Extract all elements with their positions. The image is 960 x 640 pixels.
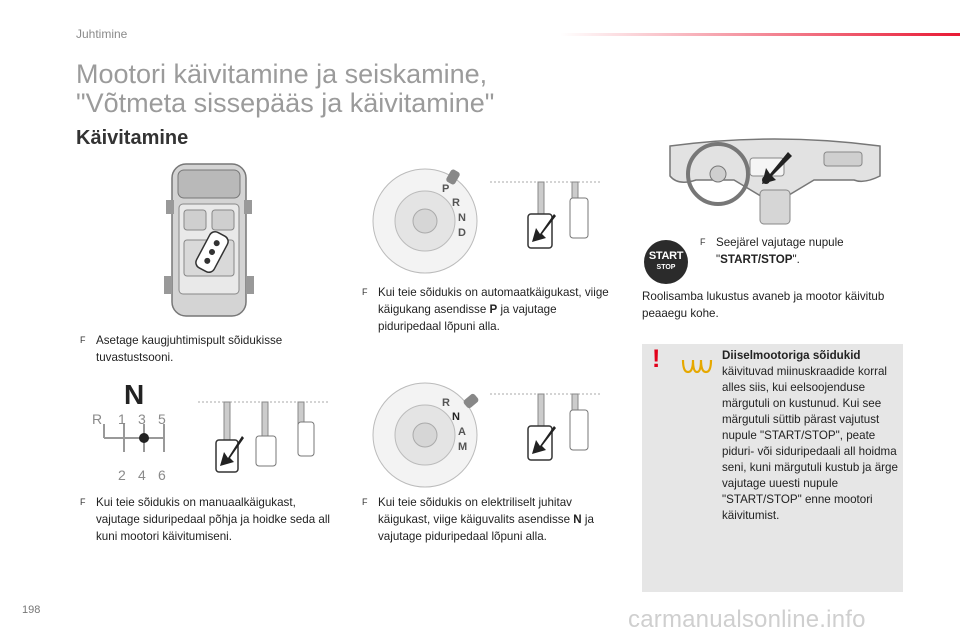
gear-selected-label: N: [124, 379, 145, 410]
bullet-marker: F: [362, 287, 368, 297]
manual-pedals-illustration: [198, 396, 330, 480]
start-label: START: [648, 250, 684, 262]
header-rule: [560, 33, 960, 36]
electric-gear-dial: [370, 380, 480, 490]
page-title-line2: "Võtmeta sissepääs ja käivitamine": [76, 88, 495, 118]
step-automatic-gear: P: [489, 303, 498, 316]
electric-gear-N-label: N: [452, 411, 460, 423]
automatic-pedals-illustration: [490, 178, 602, 258]
dashboard-illustration: [664, 136, 886, 228]
watermark: carmanualsonline.info: [628, 606, 866, 633]
auto-gear-N-label: N: [458, 212, 466, 224]
step-press-start-pre: Seejärel vajutage nupule ": [716, 236, 844, 266]
step-key-inside-text: Asetage kaugjuhtimispult sõidukisse tuvastustsooni.: [96, 334, 283, 364]
warning-exclamation-icon: !: [652, 345, 661, 373]
step-automatic-text-pre: Kui teie sõidukis on automaatkäigukast, viige käigukang asendisse: [378, 286, 609, 316]
step-manual: [80, 494, 342, 545]
bullet-marker: F: [80, 497, 86, 507]
electric-gear-R-label: R: [442, 397, 450, 409]
electric-gear-A-label: A: [458, 426, 466, 438]
result-text: Roolisamba lukustus avaneb ja mootor käivitub peaaegu kohe.: [642, 290, 885, 320]
page-title-line1: Mootori käivitamine ja seiskamine,: [76, 59, 488, 89]
warning-title: Diiselmootoriga sõidukid: [722, 349, 861, 362]
step-electric-text-post: ja vajutage piduripedaal lõpuni alla.: [378, 513, 594, 543]
electric-gear-M-label: M: [458, 441, 468, 453]
section-subtitle: Käivitamine: [76, 127, 189, 149]
step-electric-gear: N: [573, 513, 582, 526]
step-automatic-text-post: ja vajutage piduripedaal lõpuni alla.: [378, 303, 557, 333]
step-electric-text-pre: Kui teie sõidukis on elektriliselt juhitav käigukast, viige käiguvalits asendisse: [378, 496, 574, 526]
car-top-view-illustration: [164, 160, 254, 320]
step-electric: [362, 494, 624, 545]
glow-plug-warning-icon: [680, 356, 714, 376]
bullet-marker: F: [700, 237, 706, 247]
gear-4-label: 4: [138, 467, 146, 483]
warning-body: käivituvad miinuskraadide korral alles siis, kui eelsoojenduse märgutuli on kustunud. Kui see märgutuli süttib pärast vajutust nupule "START/STOP", peate piduri- või siduripedaali all hoidma seni, kuni märgutuli kustub ja ärge vajutage uuesti nupule "START/STOP" enne mootori käivitumist.: [722, 365, 898, 522]
page-title: [76, 60, 636, 118]
bullet-marker: F: [80, 335, 86, 345]
auto-gear-R-label: R: [452, 197, 460, 209]
step-press-start: [700, 234, 900, 268]
step-manual-text: Kui teie sõidukis on manuaalkäigukast, vajutage siduripedaal põhja ja hoidke seda all kuni mootori käivitumiseni.: [96, 496, 330, 543]
gear-3-label: 3: [138, 411, 146, 427]
electric-pedals-illustration: [490, 390, 602, 470]
page-number: 198: [22, 604, 41, 616]
gear-R-label: R: [92, 411, 103, 427]
manual-gear-pattern: [88, 378, 188, 488]
step-automatic: [362, 284, 612, 335]
automatic-gear-dial: [370, 166, 480, 276]
stop-label: STOP: [656, 264, 676, 271]
gear-1-label: 1: [118, 411, 126, 427]
step-press-start-post: ".: [792, 253, 800, 266]
auto-gear-P-label: P: [442, 183, 450, 195]
start-stop-button-icon: [644, 240, 688, 284]
auto-gear-D-label: D: [458, 227, 466, 239]
section-label: Juhtimine: [76, 27, 128, 41]
step-press-start-bold: START/STOP: [720, 253, 793, 266]
gear-2-label: 2: [118, 467, 126, 483]
gear-6-label: 6: [158, 467, 166, 483]
step-key-inside: [80, 332, 320, 366]
bullet-marker: F: [362, 497, 368, 507]
gear-5-label: 5: [158, 411, 166, 427]
warning-text: [722, 348, 900, 524]
